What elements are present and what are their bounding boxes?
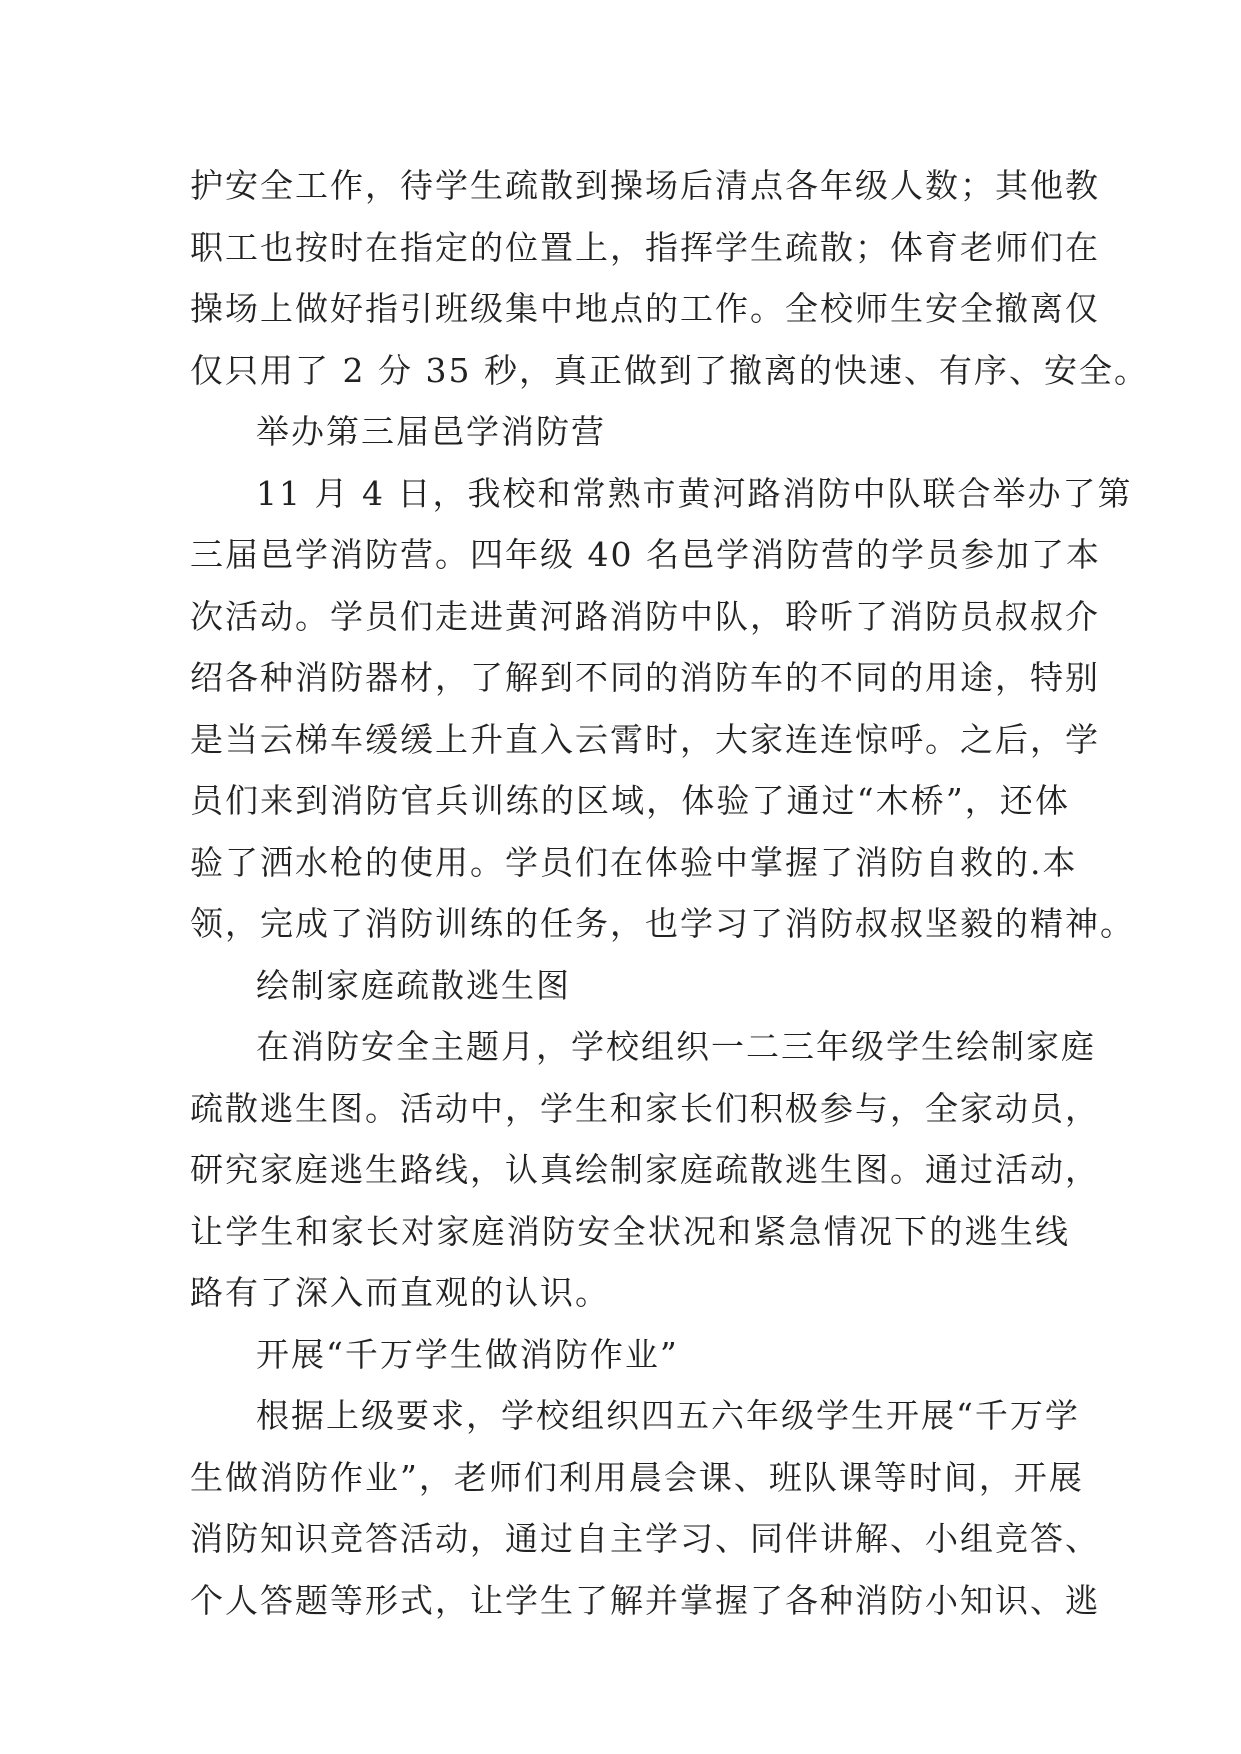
text-line: 验了洒水枪的使用。学员们在体验中掌握了消防自救的.本 [190, 842, 1078, 882]
section-heading: 举办第三届邑学消防营 [256, 412, 606, 451]
body-text [190, 155, 1149, 1631]
text-line: 让学生和家长对家庭消防安全状况和紧急情况下的逃生线 [190, 1211, 1070, 1251]
text-line: 生做消防作业”，老师们利用晨会课、班队课等时间，开展 [190, 1457, 1084, 1497]
text-line: 路有了深入而直观的认识。 [190, 1273, 610, 1312]
text-line: 绍各种消防器材，了解到不同的消防车的不同的用途，特别 [190, 658, 1100, 697]
text-line: 护安全工作，待学生疏散到操场后清点各年级人数；其他教 [190, 166, 1100, 205]
text-line: 操场上做好指引班级集中地点的工作。全校师生安全撤离仅 [190, 289, 1100, 328]
text-line: 疏散逃生图。活动中，学生和家长们积极参与，全家动员， [190, 1088, 1100, 1128]
text-line: 员们来到消防官兵训练的区域，体验了通过“木桥”，还体 [190, 781, 1070, 820]
section-heading: 开展“千万学生做消防作业” [256, 1334, 679, 1374]
text-line: 是当云梯车缓缓上升直入云霄时，大家连连惊呼。之后，学 [190, 719, 1100, 759]
text-line: 在消防安全主题月，学校组织一二三年级学生绘制家庭 [256, 1027, 1096, 1066]
text-line: 三届邑学消防营。四年级 40 名邑学消防营的学员参加了本 [190, 535, 1101, 574]
text-line: 仅只用了 2 分 35 秒，真正做到了撤离的快速、有序、安全。 [190, 350, 1149, 390]
text-line: 研究家庭逃生路线，认真绘制家庭疏散逃生图。通过活动， [190, 1150, 1100, 1189]
text-line: 消防知识竞答活动，通过自主学习、同伴讲解、小组竞答、 [190, 1519, 1100, 1558]
text-line: 个人答题等形式，让学生了解并掌握了各种消防小知识、逃 [190, 1580, 1100, 1620]
text-line: 根据上级要求，学校组织四五六年级学生开展“千万学 [256, 1396, 1080, 1435]
text-line: 领，完成了消防训练的任务，也学习了消防叔叔坚毅的精神。 [190, 904, 1135, 943]
text-line: 11 月 4 日，我校和常熟市黄河路消防中队联合举办了第 [256, 473, 1133, 513]
text-line: 次活动。学员们走进黄河路消防中队，聆听了消防员叔叔介 [190, 596, 1100, 636]
text-line: 职工也按时在指定的位置上，指挥学生疏散；体育老师们在 [190, 227, 1100, 267]
section-heading: 绘制家庭疏散逃生图 [256, 965, 571, 1005]
